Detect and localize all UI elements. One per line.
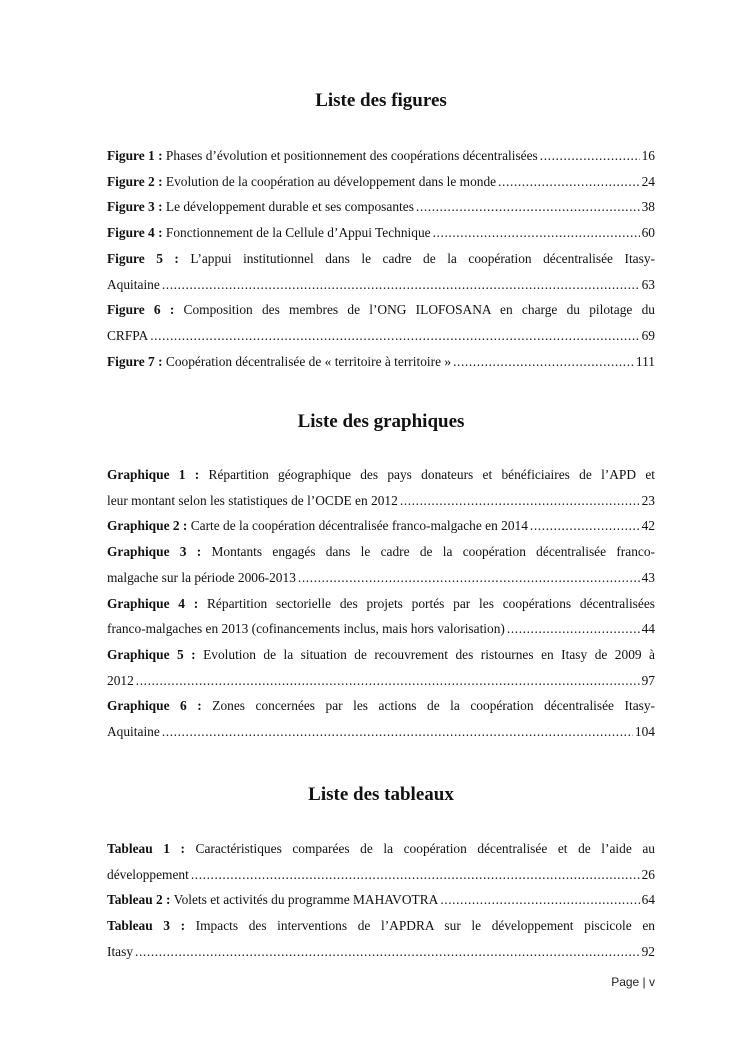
toc-entry[interactable] <box>107 297 655 348</box>
toc-entry-second-line <box>107 565 655 591</box>
toc-entry-text: Evolution de la situation de recouvrement des ristournes en Itasy de 2009 à <box>195 646 656 662</box>
toc-entry-second-line <box>107 719 655 745</box>
toc-entry[interactable] <box>107 462 655 513</box>
toc-entry-page: 97 <box>641 672 655 688</box>
toc-entry-text-wrap <box>107 220 431 246</box>
toc-leader-dots <box>162 719 633 745</box>
toc-entry-continuation: 2012 <box>107 672 134 688</box>
toc-entry-page: 60 <box>641 225 655 241</box>
toc-entry-page: 26 <box>641 866 655 882</box>
toc-entry-page: 92 <box>641 943 655 959</box>
toc-entry-page: 38 <box>641 199 655 215</box>
toc-entry-first-line <box>107 462 655 488</box>
toc-entry-label: Tableau 3 : <box>107 918 186 934</box>
toc-leader-dots <box>540 143 640 169</box>
toc-entry-second-line <box>107 323 655 349</box>
toc-entry-first-line <box>107 591 655 617</box>
toc-entry-text: Montants engagés dans le cadre de la coopération décentralisée franco- <box>201 544 656 560</box>
toc-entry-page: 24 <box>641 173 655 189</box>
toc-leader-dots <box>453 349 634 375</box>
toc-entry-text-wrap <box>107 887 438 913</box>
figures-heading: Liste des figures <box>315 90 447 111</box>
toc-entry-line <box>107 169 655 195</box>
toc-entry-text-wrap <box>107 143 538 169</box>
toc-entry-page: 23 <box>641 492 655 508</box>
toc-entry-text-wrap <box>107 349 451 375</box>
toc-entry-continuation: leur montant selon les statistiques de l’OCDE en 2012 <box>107 492 398 508</box>
toc-entry-line <box>107 349 655 375</box>
toc-entry-continuation: Aquitaine <box>107 276 160 292</box>
toc-entry[interactable] <box>107 913 655 964</box>
toc-entry-line <box>107 143 655 169</box>
toc-entry[interactable] <box>107 143 655 169</box>
toc-entry-first-line <box>107 693 655 719</box>
toc-entry-label: Graphique 1 : <box>107 467 200 482</box>
toc-entry-page: 43 <box>641 569 655 585</box>
tableaux-heading: Liste des tableaux <box>308 784 454 805</box>
toc-entry-text: Volets et activités du programme MAHAVOTRA <box>170 892 439 908</box>
toc-entry[interactable] <box>107 591 655 642</box>
toc-entry-text: Le développement durable et ses composantes <box>162 199 414 215</box>
toc-entry-continuation: malgache sur la période 2006-2013 <box>107 569 296 585</box>
toc-entry-page: 111 <box>635 353 655 369</box>
toc-leader-dots <box>191 862 640 888</box>
toc-leader-dots <box>507 616 640 642</box>
page-number: Page | v <box>611 975 655 989</box>
toc-entry-first-line <box>107 836 655 862</box>
toc-leader-dots <box>416 194 640 220</box>
toc-entry-label: Figure 3 : <box>107 199 163 215</box>
toc-entry-continuation: CRFPA <box>107 327 149 343</box>
toc-entry-text-wrap <box>107 513 528 539</box>
toc-entry-label: Tableau 2 : <box>107 892 171 908</box>
toc-leader-dots <box>298 565 640 591</box>
toc-entry-first-line <box>107 913 655 939</box>
toc-entry-label: Figure 2 : <box>107 173 163 189</box>
toc-entry-text: Fonctionnement de la Cellule d’Appui Technique <box>162 225 431 241</box>
toc-entry-page: 42 <box>641 518 655 534</box>
toc-entry-second-line <box>107 616 655 642</box>
toc-entry[interactable] <box>107 246 655 297</box>
graphiques-heading: Liste des graphiques <box>297 411 465 432</box>
toc-entry-text: Répartition sectorielle des projets portés par les coopérations décentralisées <box>198 595 655 611</box>
toc-entry-continuation: développement <box>107 866 189 882</box>
toc-entry-text: Composition des membres de l’ONG ILOFOSANA en charge du pilotage du <box>174 302 655 318</box>
toc-entry-continuation: Itasy <box>107 943 134 959</box>
toc-entry-line <box>107 887 655 913</box>
toc-entry-second-line <box>107 862 655 888</box>
toc-entry[interactable] <box>107 887 655 913</box>
toc-entry-text-wrap <box>107 169 496 195</box>
toc-entry-text: Coopération décentralisée de « territoire à territoire » <box>162 353 452 369</box>
toc-entry-label: Graphique 6 : <box>107 698 202 714</box>
graphiques-list <box>107 462 655 745</box>
figures-list <box>107 143 655 374</box>
toc-entry-line <box>107 220 655 246</box>
toc-entry-line <box>107 194 655 220</box>
toc-entry-text: L’appui institutionnel dans le cadre de la coopération décentralisée Itasy- <box>178 250 655 266</box>
toc-entry[interactable] <box>107 836 655 887</box>
toc-leader-dots <box>135 939 640 965</box>
toc-entry-page: 64 <box>641 892 655 908</box>
toc-leader-dots <box>498 169 640 195</box>
toc-entry[interactable] <box>107 194 655 220</box>
toc-entry-label: Figure 1 : <box>107 148 163 163</box>
toc-leader-dots <box>162 272 640 298</box>
toc-entry-first-line <box>107 297 655 323</box>
toc-entry-label: Figure 7 : <box>107 353 163 369</box>
toc-entry-label: Figure 6 : <box>107 302 175 318</box>
toc-leader-dots <box>440 887 639 913</box>
toc-entry-line <box>107 513 655 539</box>
toc-entry-page: 16 <box>641 148 655 163</box>
toc-entry-second-line <box>107 488 655 514</box>
toc-entry-first-line <box>107 642 655 668</box>
toc-entry-first-line <box>107 246 655 272</box>
toc-entry-text: Evolution de la coopération au développement dans le monde <box>162 173 497 189</box>
toc-entry-continuation: Aquitaine <box>107 724 160 740</box>
toc-entry-label: Graphique 5 : <box>107 646 196 662</box>
toc-entry-page: 104 <box>634 724 655 740</box>
toc-entry-text: Phases d’évolution et positionnement des coopérations décentralisées <box>162 148 538 163</box>
toc-entry-text: Caractéristiques comparées de la coopération décentralisée et de l’aide au <box>184 841 655 856</box>
toc-entry-label: Graphique 4 : <box>107 595 199 611</box>
toc-leader-dots <box>400 488 640 514</box>
toc-entry[interactable] <box>107 220 655 246</box>
toc-entry-continuation: franco-malgaches en 2013 (cofinancements inclus, mais hors valorisation) <box>107 621 505 637</box>
toc-leader-dots <box>530 513 640 539</box>
toc-entry-label: Tableau 1 : <box>107 841 185 856</box>
toc-entry-page: 44 <box>641 621 655 637</box>
toc-entry[interactable] <box>107 169 655 195</box>
toc-entry-second-line <box>107 668 655 694</box>
toc-leader-dots <box>433 220 640 246</box>
toc-entry-second-line <box>107 939 655 965</box>
toc-entry[interactable] <box>107 693 655 744</box>
toc-entry-text: Impacts des interventions de l’APDRA sur le développement piscicole en <box>185 918 655 934</box>
toc-entry-text-wrap <box>107 194 414 220</box>
toc-entry-second-line <box>107 272 655 298</box>
toc-entry-label: Figure 4 : <box>107 225 163 241</box>
toc-entry-page: 63 <box>641 276 655 292</box>
toc-leader-dots <box>150 323 639 349</box>
toc-entry-label: Figure 5 : <box>107 250 179 266</box>
toc-entry[interactable] <box>107 642 655 693</box>
toc-entry-text: Répartition géographique des pays donateurs et bénéficiaires de l’APD et <box>199 467 655 482</box>
toc-entry-label: Graphique 2 : <box>107 518 188 534</box>
toc-entry[interactable] <box>107 539 655 590</box>
toc-entry-page: 69 <box>641 327 655 343</box>
toc-entry-first-line <box>107 539 655 565</box>
tableaux-list <box>107 836 655 965</box>
toc-entry-text: Carte de la coopération décentralisée franco-malgache en 2014 <box>187 518 528 534</box>
toc-entry-text: Zones concernées par les actions de la coopération décentralisée Itasy- <box>201 698 656 714</box>
toc-leader-dots <box>136 668 640 694</box>
toc-entry-label: Graphique 3 : <box>107 544 202 560</box>
toc-entry[interactable] <box>107 349 655 375</box>
toc-entry[interactable] <box>107 513 655 539</box>
